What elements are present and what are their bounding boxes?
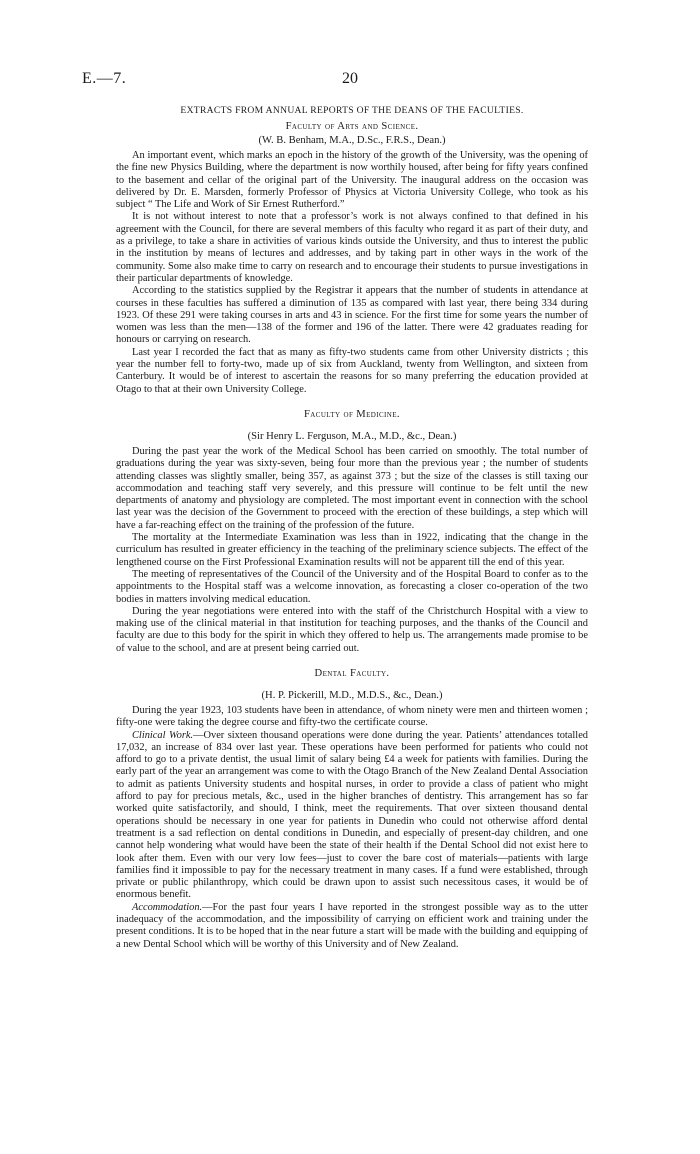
section-arts-science [116, 120, 588, 396]
section-dean: (Sir Henry L. Ferguson, M.A., M.D., &c., Dean.) [247, 430, 457, 442]
paragraph: During the year negotiations were entered into with the staff of the Christchurch Hospital with a view to making use of the clinical material in that institution for teaching purposes, and the thanks of the Council and faculty are due to this body for the spirit in which they offered to help us. The arrangements made promise to be of value to the school, and are at present being carried out. [116, 605, 588, 654]
section-medicine [116, 408, 588, 655]
section-dental [116, 667, 588, 951]
section-spacer [116, 655, 588, 667]
paragraph: An important event, which marks an epoch in the history of the growth of the University, was the opening of the fine new Physics Building, where the department is now worthily housed, after being for fifty years confined to the basement and cellar of the original part of the University. The inaugural address on the occasion was delivered by Dr. E. Marsden, formerly Professor of Physics at Victoria University College, who took as his subject “ The Life and Work of Sir Ernest Rutherford.” [116, 150, 588, 211]
document-reference: E.—7. [82, 70, 127, 87]
main-title: EXTRACTS FROM ANNUAL REPORTS OF THE DEANS OF THE FACULTIES. [180, 105, 524, 116]
paragraph-heading: Accommodation. [132, 901, 203, 913]
paragraph [116, 705, 588, 730]
section-spacer [116, 681, 588, 689]
section-dean: (H. P. Pickerill, M.D., M.D.S., &c., Dean.) [261, 689, 443, 701]
section-spacer [116, 422, 588, 430]
page-number: 20 [342, 70, 358, 87]
paragraph-text: —Over sixteen thousand operations were done during the year. Patients’ attendances totalled 17,032, an increase of 834 over last year. These operations have been performed for patients who could not afford to go to a private dentist, the usual limit of salary being £4 a week for patients with families. During the early part of the year an arrangement was come to with the Otago Branch of the New Zealand Dental Association to admit as patients University students and hospital nurses, in order to provide a class of patient who might afford to pay for precious metals, &c., used in the higher branches of dentistry. This arrangement has so far worked quite satisfactorily, and should, I think, meet the requirements. That over sixteen thousand dental operations should be necessary in one year for patients in Dunedin who could not otherwise afford dental treatment is a sad reflection on dental conditions in Dunedin, and especially of present-day children, and one cannot help wondering what would have been the state of their health if the Dental School did not exist here to look after them. Even with our very low fees—just to cover the bare cost of materials—patients with large families find it impossible to pay for the necessary treatment in many cases. If a fund were established, through private or public philanthropy, which could be drawn upon to assist such necessitous cases, it would be of enormous benefit. [116, 729, 589, 901]
section-title: Dental Faculty. [314, 667, 390, 679]
paragraph: It is not without interest to note that a professor’s work is not always confined to that defined in his agreement with the Council, for there are several members of this faculty who regard it as part of their duty, and as a privilege, to take a share in activities of various kinds outside the University, and thus to interest the public in the institution by means of lectures and addresses, and by taking part in other ways in the work of the community. Some also make time to carry on research and to encourage their students to pursue investigations in their particular departments of knowledge. [116, 211, 588, 284]
paragraph-text: —For the past four years I have reported in the strongest possible way as to the utter inadequacy of the accommodation, and the impossibility of carrying on efficient work and training under the present conditions. It is to be hoped that in the near future a start will be made with the building and equipping of a new Dental School which will be worthy of this University and of New Zealand. [116, 901, 588, 950]
paragraph [116, 730, 588, 902]
section-title: Faculty of Medicine. [304, 408, 400, 420]
paragraph: Last year I recorded the fact that as many as fifty-two students came from other University districts ; this year the number fell to forty-two, made up of six from Auckland, twenty from Wellington, and sixteen from Canterbury. It would be of interest to ascertain the reasons for so many preferring the education provided at Otago to that at their own University College. [116, 346, 588, 395]
paragraph-heading: Clinical Work. [132, 729, 194, 741]
paragraph [116, 902, 588, 951]
paragraph: The mortality at the Intermediate Examination was less than in 1922, indicating that the change in the curriculum has resulted in greater efficiency in the teaching of the preliminary science subjects. The effect of the lengthened course on the First Professional Examination results will not be apparent till the end of this year. [116, 532, 588, 568]
page-body [116, 104, 588, 951]
paragraph-text: During the year 1923, 103 students have been in attendance, of whom ninety were men and thirteen women ; fifty-one were taking the degree course and fifty-two the certificate course. [116, 704, 588, 729]
page-header [82, 70, 618, 90]
paragraph: During the past year the work of the Medical School has been carried on smoothly. The total number of graduations during the year was sixty-seven, being four more than the previous year ; the number of students attending classes was slightly smaller, being 357, as against 373 ; but the size of the classes is still taxing our accommodation and teaching staff very severely, and this pressure will continue to be felt until the new departments of anatomy and physiology are completed. The most important event in connection with the school last year was the decision of the Government to proceed with the erection of these buildings, a step which will have a far-reaching effect on the training of the profession of the future. [116, 445, 588, 531]
section-title: Faculty of Arts and Science. [285, 121, 419, 132]
paragraph: According to the statistics supplied by the Registrar it appears that the number of students in attendance at courses in these faculties has suffered a diminution of 135 as compared with last year, there being 334 during 1923. Of these 291 were taking courses in arts and 43 in science. For the first time for some years the number of women was less than the men—138 of the former and 196 of the latter. There were 42 graduates reading for honours or carrying on research. [116, 285, 588, 346]
paragraph: The meeting of representatives of the Council of the University and of the Hospital Board to confer as to the appointments to the Hospital staff was a welcome innovation, as forecasting a closer co-operation of the two bodies in matters involving medical education. [116, 568, 588, 605]
section-spacer [116, 396, 588, 408]
section-dean: (W. B. Benham, M.A., D.Sc., F.R.S., Dean.) [258, 135, 446, 146]
